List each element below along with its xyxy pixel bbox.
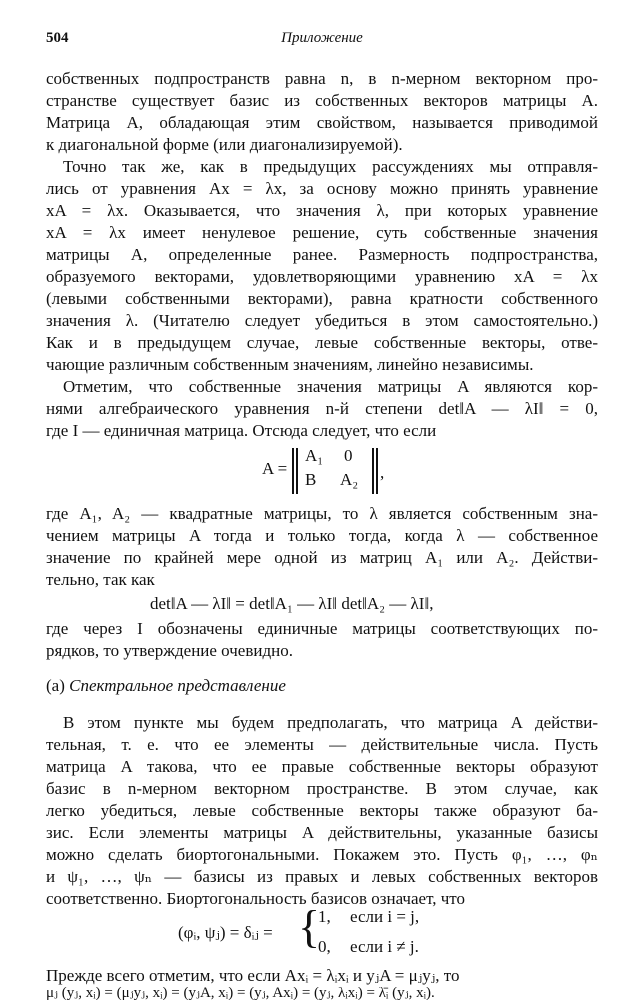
text-line: где I — единичная матрица. Отсюда следует, что если <box>46 421 437 440</box>
text-line: Прежде всего отметим, что если Axᵢ = λᵢxᵢ и yⱼA = μⱼyⱼ, то <box>46 966 460 985</box>
text-line: значения λ. (Читателю следует убедиться в этом самостоятельно.) <box>46 311 598 330</box>
text-line: (левыми собственными векторами), равна кратности собственного <box>46 289 598 308</box>
text-line: где через I обозначены единичные матрицы соответствующих по- <box>46 619 598 638</box>
matrix-a12: 0 <box>344 446 353 465</box>
text-line: можно сделать биортогональными. Покажем это. Пусть φ₁, …, φₙ <box>46 845 598 864</box>
text-line: Отметим, что собственные значения матрицы A являются кор- <box>63 377 598 396</box>
determinant-formula: det‖A — λI‖ = det‖A₁ — λI‖ det‖A₂ — λI‖, <box>150 594 434 613</box>
case-value: 1, <box>318 907 331 926</box>
section-title: Спектральное представление <box>69 676 286 695</box>
text-line: Точно так же, как в предыдущих рассуждениях мы отправля- <box>63 157 598 176</box>
matrix-bar <box>372 448 374 494</box>
text-line: матрицы A, определенные ранее. Размерность подпространства, <box>46 245 598 264</box>
formula-lhs: A = <box>262 459 288 478</box>
matrix-a11: A₁ <box>305 446 324 465</box>
page-number: 504 <box>46 30 69 46</box>
inner-product-formula: μⱼ (yⱼ, xᵢ) = (μⱼyⱼ, xᵢ) = (yⱼA, xᵢ) = (yⱼ, Axᵢ) = (yⱼ, λᵢxᵢ) = λ̄ᵢ (yⱼ, xᵢ). <box>46 987 435 1000</box>
text-line: Как и в предыдущем случае, левые собственные векторы, отве- <box>46 333 598 352</box>
matrix-a22: A₂ <box>340 470 359 489</box>
text-line: образуемого векторами, удовлетворяющими уравнению xA = λx <box>46 267 598 286</box>
case-value: 0, <box>318 937 331 956</box>
matrix-a21: B <box>305 470 317 489</box>
text-line: В этом пункте мы будем предполагать, что матрица A действи- <box>63 713 598 732</box>
text-line: значение по крайней мере одной из матриц A₁ или A₂. Действи- <box>46 548 598 567</box>
text-line: нями алгебраического уравнения n-й степени det‖A — λI‖ = 0, <box>46 399 598 418</box>
formula-trail: , <box>380 463 385 482</box>
text-line: Матрица A, обладающая этим свойством, называется приводимой <box>46 113 598 132</box>
text-line: базис в n-мерном векторном пространстве. В этом случае, как <box>46 779 598 798</box>
left-brace: { <box>298 901 321 952</box>
text-line: и ψ₁, …, ψₙ — базисы из правых и левых собственных векторов <box>46 867 598 886</box>
matrix-bar <box>292 448 294 494</box>
text-line: xA = λx имеет ненулевое решение, суть собственные значения <box>46 223 598 242</box>
text-line: матрица A такова, что ее правые собственные векторы образуют <box>46 757 598 776</box>
text-line: тельно, так как <box>46 570 155 589</box>
text-line: лись от уравнения Ax = λx, за основу можно принять уравнение <box>46 179 598 198</box>
text-line: чением матрицы A тогда и только тогда, когда λ — собственное <box>46 526 598 545</box>
formula-lhs: (φᵢ, ψⱼ) = δᵢⱼ = <box>178 923 273 942</box>
section-heading <box>46 676 286 696</box>
text-line: чающие различным собственным значениям, линейно независимы. <box>46 355 534 374</box>
text-line: странстве существует базис из собственных векторов матрицы A. <box>46 91 598 110</box>
text-line: соответственно. Биортогональность базисов означает, что <box>46 889 465 908</box>
section-label: (a) <box>46 676 65 695</box>
case-condition: если i ≠ j. <box>350 937 419 956</box>
text-line: где A₁, A₂ — квадратные матрицы, то λ является собственным зна- <box>46 504 598 523</box>
text-line: собственных подпространств равна n, в n-мерном векторном про- <box>46 69 598 88</box>
text-line: xA = λx. Оказывается, что значения λ, при которых уравнение <box>46 201 598 220</box>
case-condition: если i = j, <box>350 907 420 926</box>
text-line: зис. Если элементы матрицы A действительны, указанные базисы <box>46 823 598 842</box>
text-line: тельная, т. е. что ее элементы — действительные числа. Пусть <box>46 735 598 754</box>
text-line: легко убедиться, левые собственные векторы также образуют ба- <box>46 801 598 820</box>
matrix-bar <box>376 448 378 494</box>
running-title: Приложение <box>281 30 363 46</box>
matrix-bar <box>296 448 298 494</box>
text-line: к диагональной форме (или диагонализируемой). <box>46 135 403 154</box>
text-line: рядков, то утверждение очевидно. <box>46 641 293 660</box>
